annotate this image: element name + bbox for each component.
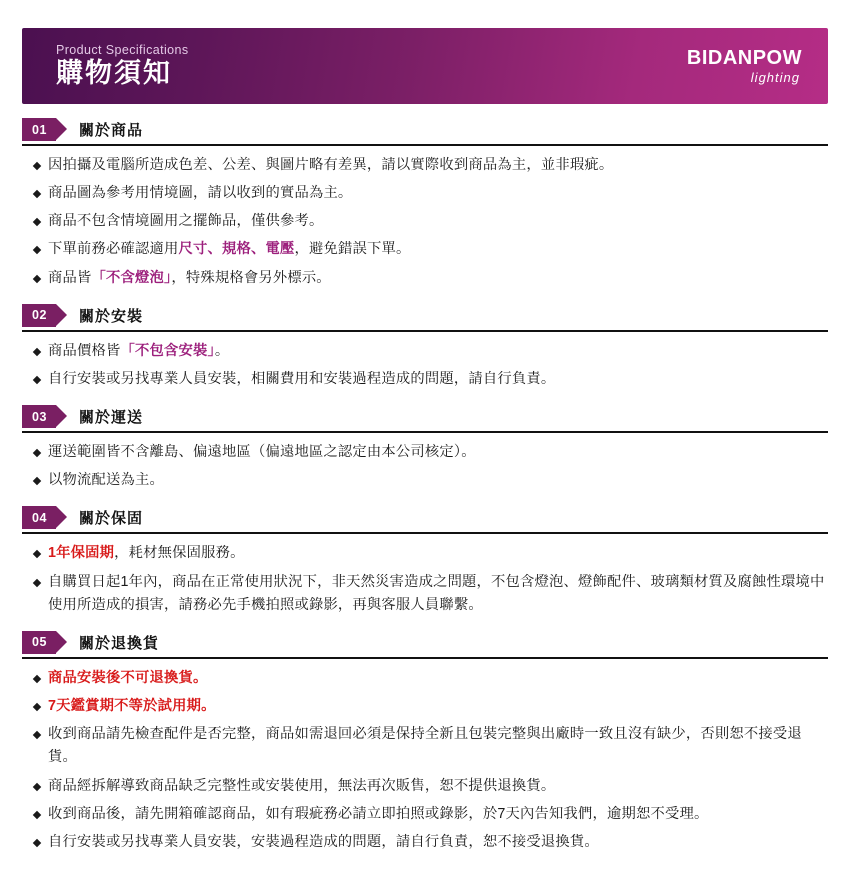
brand-name: BIDANPOW	[686, 47, 802, 69]
page-title: 購物須知	[56, 58, 172, 89]
bullet-list	[22, 340, 828, 391]
brand-tagline: lighting	[750, 70, 800, 85]
highlight-text-purple: 「不含燈泡」	[91, 269, 172, 286]
section-header	[22, 405, 828, 428]
list-item	[22, 831, 828, 854]
body-text: 。	[214, 342, 230, 359]
section-number-badge: 03	[22, 405, 56, 428]
page-header	[22, 28, 828, 104]
body-text: 因拍攝及電腦所造成色差、公差、與圖片略有差異，請以實際收到商品為主，並非瑕疵。	[48, 157, 614, 173]
body-text: 商品不包含情境圖用之擺飾品，僅供參考。	[48, 213, 324, 230]
body-text: ，耗材無保固服務。	[114, 545, 245, 562]
section-title: 關於保固	[79, 510, 144, 528]
specifications-page	[0, 28, 850, 893]
list-item	[22, 182, 828, 205]
bullet-list	[22, 154, 828, 290]
sections-container	[22, 118, 828, 854]
chevron-right-icon	[56, 304, 67, 326]
body-text: 自購買日起1年內，商品在正常使用狀況下，非天然災害造成之問題，不包含燈泡、燈飾配件、玻璃類材質及腐蝕性環境中使用所造成的損害，請務必先手機拍照或錄影，再與客服人員聯繫。	[48, 573, 825, 613]
list-item	[22, 267, 828, 290]
list-item	[22, 368, 828, 391]
section-title: 關於商品	[79, 122, 144, 139]
body-text: 收到商品後，請先開箱確認商品，如有瑕疵務必請立即拍照或錄影，於7天內告知我們，逾期恕不受理。	[48, 805, 709, 822]
section-divider	[22, 330, 828, 332]
section-number-badge: 01	[22, 118, 56, 141]
list-item	[22, 775, 828, 798]
section-header	[22, 631, 828, 654]
section-divider	[22, 144, 828, 146]
list-item	[22, 542, 828, 565]
body-text: 下單前務必確認適用	[48, 241, 179, 258]
list-item	[22, 154, 828, 177]
section-title: 關於退換貨	[79, 634, 160, 652]
section-number-badge: 05	[22, 631, 56, 654]
chevron-right-icon	[56, 405, 67, 427]
list-item	[22, 723, 828, 769]
list-item	[22, 695, 828, 718]
body-text: ，避免錯誤下單。	[294, 241, 411, 258]
section-05	[22, 631, 828, 854]
list-item	[22, 441, 828, 464]
highlight-text-purple: 尺寸、規格、電壓	[178, 241, 295, 258]
highlight-text-red: 商品安裝後不可退換貨。	[48, 669, 208, 686]
body-text: 商品圖為參考用情境圖，請以收到的實品為主。	[48, 185, 353, 202]
chevron-right-icon	[56, 631, 67, 653]
section-01	[22, 118, 828, 290]
list-item	[22, 571, 828, 617]
section-title: 關於安裝	[79, 307, 144, 325]
body-text: 以物流配送為主。	[48, 472, 164, 489]
body-text: 商品經拆解導致商品缺乏完整性或安裝使用，無法再次販售，恕不提供退換貨。	[48, 777, 556, 794]
list-item	[22, 210, 828, 233]
list-item	[22, 469, 828, 492]
chevron-right-icon	[56, 118, 67, 140]
body-text: ，特殊規格會另外標示。	[171, 269, 331, 286]
section-header	[22, 304, 828, 327]
body-text: 商品價格皆	[48, 342, 121, 359]
section-number-badge: 02	[22, 304, 56, 327]
bullet-list	[22, 667, 828, 854]
bullet-list	[22, 441, 828, 492]
header-text-group	[56, 43, 188, 89]
section-number-badge: 04	[22, 506, 56, 529]
body-text: 運送範圍皆不含離島、偏遠地區（偏遠地區之認定由本公司核定）。	[48, 444, 476, 461]
highlight-text-red: 7天鑑賞期不等於試用期。	[48, 698, 216, 715]
section-02	[22, 304, 828, 391]
body-text: 自行安裝或另找專業人員安裝，安裝過程造成的問題，請自行負責，恕不接受退換貨。	[48, 833, 599, 850]
section-03	[22, 405, 828, 492]
list-item	[22, 667, 828, 690]
header-eyebrow: Product Specifications	[56, 43, 189, 58]
chevron-right-icon	[56, 506, 67, 528]
brand-logo	[687, 48, 802, 84]
highlight-text-purple: 「不包含安裝」	[120, 342, 215, 359]
body-text: 商品皆	[48, 269, 92, 286]
section-title: 關於運送	[79, 409, 144, 427]
section-divider	[22, 431, 828, 433]
section-04	[22, 506, 828, 616]
highlight-text-red: 1年保固期	[48, 545, 115, 562]
bullet-list	[22, 542, 828, 616]
body-text: 收到商品請先檢查配件是否完整，商品如需退回必須是保持全新且包裝完整與出廠時一致且沒有缺少，否則恕不接受退貨。	[48, 726, 802, 766]
section-divider	[22, 657, 828, 659]
section-header	[22, 118, 828, 141]
list-item	[22, 340, 828, 363]
body-text: 自行安裝或另找專業人員安裝，相關費用和安裝過程造成的問題，請自行負責。	[48, 370, 556, 387]
list-item	[22, 803, 828, 826]
section-divider	[22, 532, 828, 534]
section-header	[22, 506, 828, 529]
list-item	[22, 238, 828, 261]
